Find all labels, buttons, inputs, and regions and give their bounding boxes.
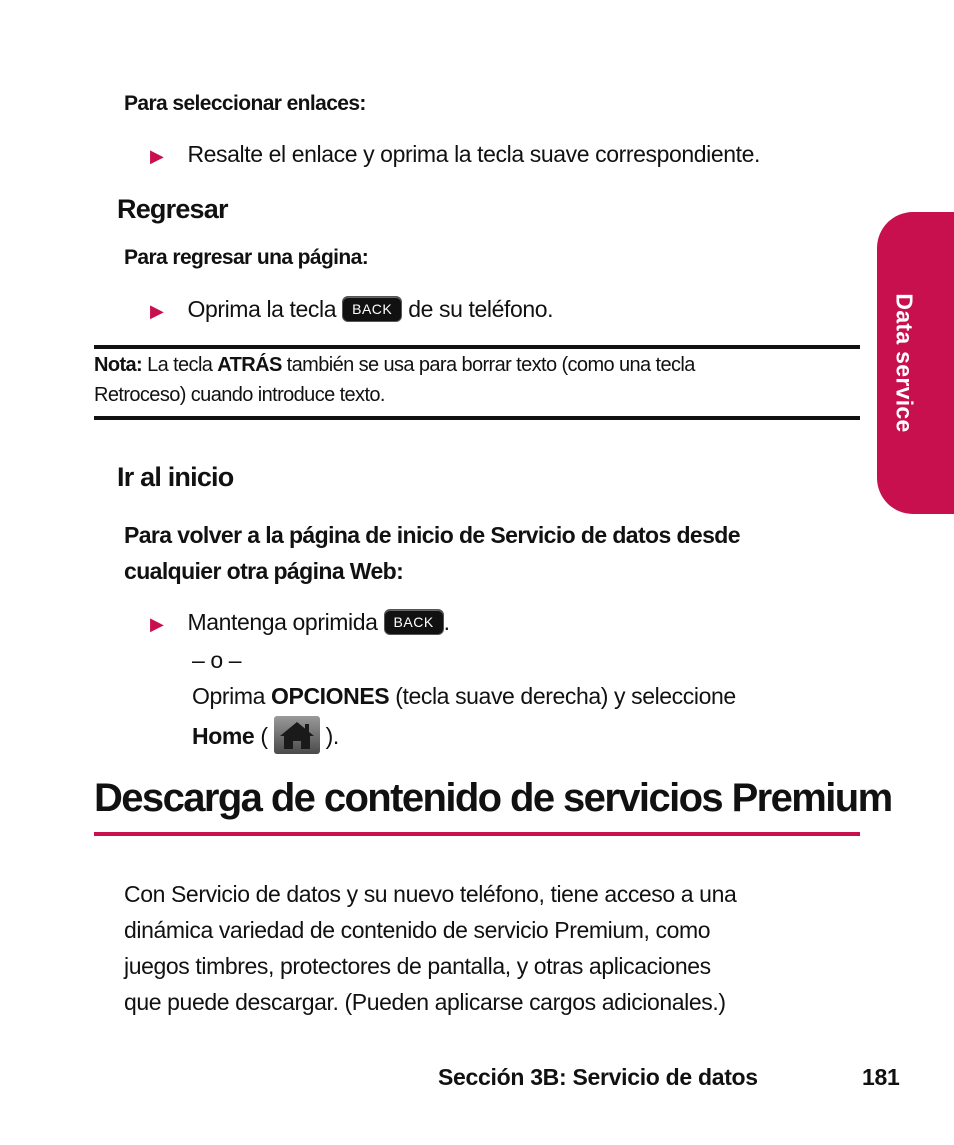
note-line2: Retroceso) cuando introduce texto. xyxy=(94,384,385,406)
note-text xyxy=(94,350,860,410)
premium-paragraph xyxy=(124,876,736,1020)
home-icon xyxy=(274,716,320,754)
go-home-title: Ir al inicio xyxy=(117,462,234,492)
premium-paragraph-line: juegos timbres, protectores de pantalla, y otras aplicaciones xyxy=(124,953,711,979)
go-back-heading: Para regresar una página: xyxy=(124,246,369,269)
home-label: Home xyxy=(192,723,255,749)
go-home-heading-line2: cualquier otra página Web: xyxy=(124,558,404,584)
section-side-tab xyxy=(877,212,954,514)
select-links-step-text: Resalte el enlace y oprima la tecla suave correspondiente. xyxy=(187,141,761,167)
options-key-label: OPCIONES xyxy=(271,683,390,709)
premium-paragraph-line: Con Servicio de datos y su nuevo teléfono, tiene acceso a una xyxy=(124,881,737,907)
premium-title-rule xyxy=(94,832,860,836)
go-home-step-after: . xyxy=(443,609,450,635)
triangle-right-icon: ▶ xyxy=(150,146,164,166)
note-key-word: ATRÁS xyxy=(217,354,282,376)
home-close-paren: ). xyxy=(325,723,339,749)
go-home-heading xyxy=(124,517,740,589)
premium-paragraph-line: dinámica variedad de contenido de servicio Premium, como xyxy=(124,917,711,943)
go-home-heading-line1: Para volver a la página de inicio de Servicio de datos desde xyxy=(124,522,740,548)
go-home-home-line xyxy=(192,716,339,754)
select-links-step xyxy=(150,136,760,174)
go-home-alt-after: (tecla suave derecha) y seleccione xyxy=(395,683,736,709)
select-links-heading: Para seleccionar enlaces: xyxy=(124,92,366,115)
go-back-step-after: de su teléfono. xyxy=(408,296,554,322)
go-home-step-before: Mantenga oprimida xyxy=(187,609,378,635)
note-top-rule xyxy=(94,345,860,349)
home-open-paren: ( xyxy=(260,723,268,749)
footer-page-number: 181 xyxy=(862,1064,900,1090)
back-key-icon: BACK xyxy=(384,609,444,635)
note-label: Nota: xyxy=(94,354,143,376)
go-back-title: Regresar xyxy=(117,194,228,224)
go-home-alt-before: Oprima xyxy=(192,683,266,709)
footer-section-label: Sección 3B: Servicio de datos xyxy=(438,1064,758,1090)
note-text-after: también se usa para borrar texto (como una tecla xyxy=(286,354,695,376)
back-key-icon: BACK xyxy=(342,296,402,322)
go-back-step-before: Oprima la tecla xyxy=(187,296,337,322)
note-text-before: La tecla xyxy=(147,354,213,376)
go-back-step xyxy=(150,291,553,329)
premium-title: Descarga de contenido de servicios Premium xyxy=(94,776,892,820)
go-home-alt xyxy=(192,678,736,714)
premium-paragraph-line: que puede descargar. (Pueden aplicarse cargos adicionales.) xyxy=(124,989,726,1015)
triangle-right-icon: ▶ xyxy=(150,614,164,634)
side-tab-label: Data service xyxy=(891,293,918,433)
go-home-step xyxy=(150,604,450,642)
go-home-or: – o – xyxy=(192,647,242,673)
triangle-right-icon: ▶ xyxy=(150,301,164,321)
note-bottom-rule xyxy=(94,416,860,420)
